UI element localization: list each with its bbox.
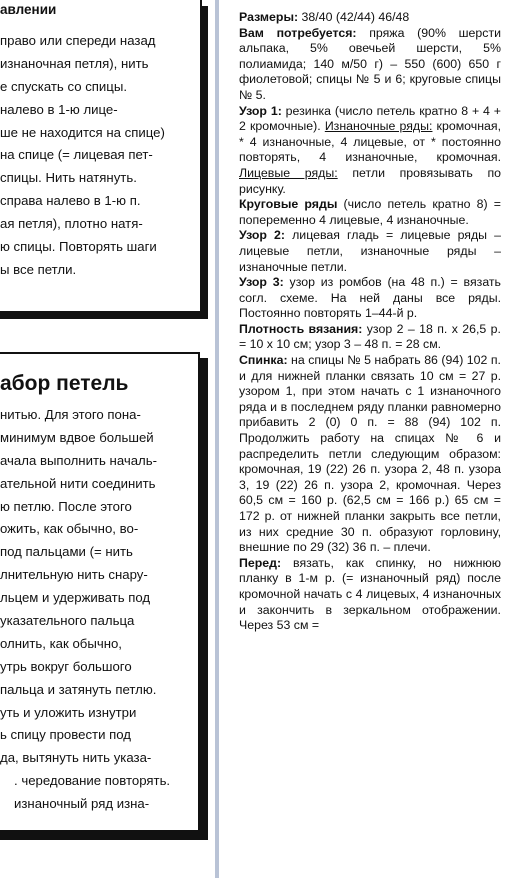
round-rows-text: (число петель кратно 8) = попеременно 4 лицевые, 4 изнаночные. bbox=[239, 197, 501, 227]
pattern3-text: узор из ромбов (на 48 п.) = вязать согл. схеме. На ней даны все ряды. Постоянно повторять 1–44-й р. bbox=[239, 275, 501, 321]
text-line: ы все петли. bbox=[0, 261, 77, 277]
pattern-instructions bbox=[239, 10, 501, 634]
text-line: утрь вокруг большого bbox=[0, 658, 132, 674]
materials-paragraph bbox=[239, 26, 501, 104]
back-text: на спицы № 5 набрать 86 (94) 102 п. и для нижней планки связать 10 см = 27 р. узором 1, при этом начать с 1 изнаночного ряда и в последнем ряду планки равномерно прибавить 2 (0) 0 п. = 88 (94) 102 п. Продолжить работу на спицах № 6 и распределить петли следующим образом: кромочная, 19 (22) 26 п. узора 2, 48 п. узора 3, 19 (22) 26 п. узора 2, кромочная. Через 60,5 см = 160 р. (62,5 см = 166 р.) 65 см = 172 р. от нижней планки закрыть все петли, из них средние 30 п. образуют горловину, внешние по 29 (32) 36 п. – плечи. bbox=[239, 353, 501, 555]
pattern1-label: Узор 1: bbox=[239, 103, 282, 118]
pattern2-text: лицевая гладь = лицевые ряды – лицевые петли, изнаночные ряды – изнаночные петли. bbox=[239, 228, 501, 274]
sizes-text: 38/40 (42/44) 46/48 bbox=[298, 10, 410, 24]
sizes-paragraph bbox=[239, 10, 501, 26]
text-line: изнаночный ряд изна- bbox=[14, 796, 150, 812]
text-line: олнить, как обычно, bbox=[0, 635, 122, 651]
materials-text: пряжа (90% шерсти альпака, 5% овечьей шерсти, 5% полиамида; 140 м/50 г) – 550 (600) 650 г фиолетовой; спицы № 5 и 6; круговые спицы № 5. bbox=[239, 25, 501, 102]
text-line: ая петля), плотно натя- bbox=[0, 216, 143, 232]
text-line: уть и уложить изнутри bbox=[0, 704, 137, 720]
pattern2-paragraph bbox=[239, 228, 501, 275]
text-line: ю спицы. Повторять шаги bbox=[0, 239, 157, 255]
materials-label: Вам потребуется: bbox=[239, 25, 357, 40]
text-line: налево в 1-ю лице- bbox=[0, 101, 118, 117]
gauge-paragraph bbox=[239, 322, 501, 353]
front-paragraph bbox=[239, 556, 501, 634]
text-line: право или спереди назад bbox=[0, 33, 156, 48]
info-box-bottom-text bbox=[0, 404, 186, 816]
round-rows-paragraph bbox=[239, 197, 501, 228]
text-line: пальца и затянуть петлю. bbox=[0, 681, 157, 697]
text-line: нитью. Для этого пона- bbox=[0, 407, 141, 422]
text-line: лнительную нить снару- bbox=[0, 567, 148, 583]
text-line: ательной нити соединить bbox=[0, 475, 156, 491]
wrong-side-rows-label: Изнаночные ряды: bbox=[324, 119, 433, 134]
text-line: е спускать со спицы. bbox=[0, 78, 127, 94]
pattern1-text: петли провязывать по рисунку. bbox=[239, 165, 501, 196]
round-rows-label: Круговые ряды bbox=[239, 197, 338, 212]
sizes-label: Размеры: bbox=[239, 10, 299, 24]
text-line: ь спицу провести под bbox=[0, 727, 131, 743]
pattern2-label: Узор 2: bbox=[239, 228, 286, 243]
text-line: на спице (= лицевая пет- bbox=[0, 147, 153, 163]
section-heading-top: авлении bbox=[0, 2, 57, 17]
pattern1-paragraph bbox=[239, 104, 501, 198]
pattern3-label: Узор 3: bbox=[239, 275, 284, 290]
text-line: под пальцами (= нить bbox=[0, 544, 133, 560]
text-line: спицы. Нить натянуть. bbox=[0, 170, 137, 186]
front-label: Перед: bbox=[239, 555, 282, 570]
front-text: вязать, как спинку, но нижнюю планку в 1-м р. (= изнаночный ряд) после кромочной начать с 4 лицевых, 4 изнаночных и закончить в зеркальном отображении. Через 53 см = bbox=[239, 555, 501, 633]
pattern1-text: кромочная, * 4 изнаночные, 4 лицевые, от * постоянно повторять, 4 изнаночные, кромочная. bbox=[239, 119, 501, 165]
text-line: ю петлю. После этого bbox=[0, 498, 132, 514]
text-line: минимум вдвое большей bbox=[0, 429, 154, 445]
section-heading-bottom: абор петель bbox=[0, 372, 129, 395]
info-box-top-text bbox=[0, 30, 190, 282]
right-side-rows-label: Лицевые ряды: bbox=[239, 165, 338, 180]
text-line: изнаночная петля), нить bbox=[0, 55, 149, 71]
text-line: . чередование повторять. bbox=[14, 773, 171, 789]
column-divider bbox=[215, 0, 219, 878]
gauge-text: узор 2 – 18 п. х 26,5 р. = 10 х 10 см; узор 3 – 48 п. = 28 см. bbox=[239, 321, 501, 352]
text-line: ожить, как обычно, во- bbox=[0, 521, 139, 537]
text-line: справа налево в 1-ю п. bbox=[0, 193, 141, 209]
text-line: ачала выполнить началь- bbox=[0, 452, 158, 468]
text-line: да, вытянуть нить указа- bbox=[0, 750, 152, 766]
back-label: Спинка: bbox=[239, 353, 288, 368]
pattern3-paragraph bbox=[239, 275, 501, 322]
back-paragraph bbox=[239, 353, 501, 556]
text-line: указательного пальца bbox=[0, 613, 135, 629]
gauge-label: Плотность вязания: bbox=[239, 321, 363, 336]
pattern1-text: резинка (число петель кратно 8 + 4 + 2 кромочные). bbox=[239, 103, 501, 134]
text-line: льцем и удерживать под bbox=[0, 590, 151, 606]
text-line: ше не находится на спице) bbox=[0, 124, 165, 140]
